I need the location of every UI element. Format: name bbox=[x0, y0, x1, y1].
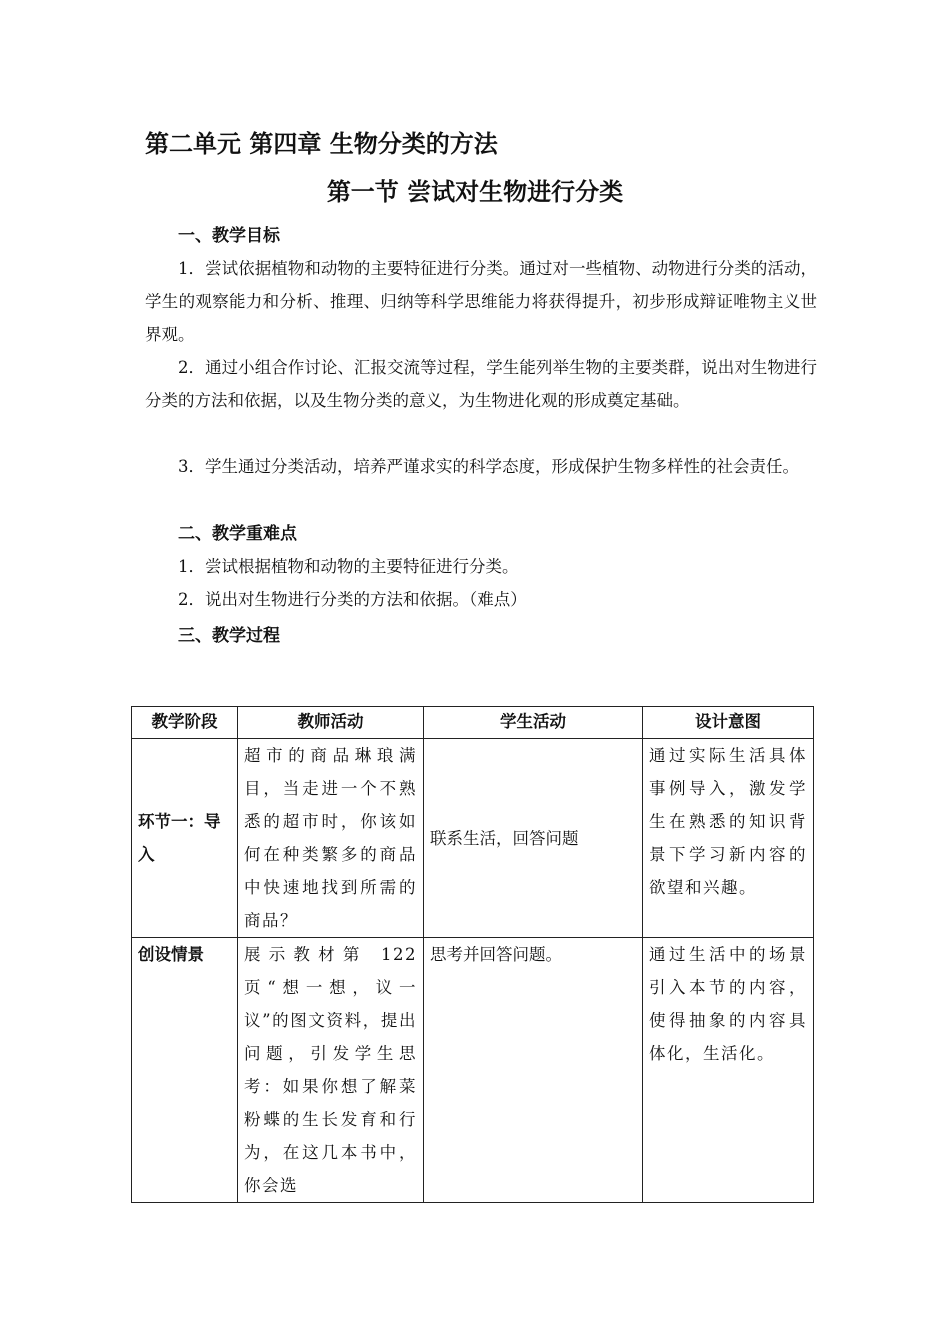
table-row bbox=[132, 938, 814, 1203]
key-points-heading: 二、教学重难点 bbox=[178, 524, 297, 544]
teacher-activity-cell: 展示教材第 122 页“想一想，议一议”的图文资料，提出问题，引发学生思考：如果你想了解菜粉蝶的生长发育和行为，在这几本书中，你会选 bbox=[238, 938, 424, 1203]
key-point-item: 1．尝试根据植物和动物的主要特征进行分类。 bbox=[178, 557, 519, 576]
column-header: 设计意图 bbox=[643, 707, 814, 739]
student-activity-cell: 联系生活，回答问题 bbox=[424, 739, 643, 938]
teaching-process-table bbox=[131, 706, 814, 1203]
objective-item: 3．学生通过分类活动，培养严谨求实的科学态度，形成保护生物多样性的社会责任。 bbox=[178, 457, 799, 476]
unit-title: 第二单元 第四章 生物分类的方法 bbox=[145, 130, 498, 158]
table-header-row bbox=[132, 707, 814, 739]
section-title: 第一节 尝试对生物进行分类 bbox=[326, 178, 624, 206]
teacher-activity-cell: 超市的商品琳琅满目，当走进一个不熟悉的超市时，你该如何在种类繁多的商品中快速地找到所需的商品？ bbox=[238, 739, 424, 938]
table-row bbox=[132, 739, 814, 938]
key-point-item: 2．说出对生物进行分类的方法和依据。（难点） bbox=[178, 590, 527, 609]
student-activity-cell: 思考并回答问题。 bbox=[424, 938, 643, 1203]
stage-cell: 环节一：导入 bbox=[132, 739, 238, 938]
design-intent-cell: 通过生活中的场景引入本节的内容，使得抽象的内容具体化，生活化。 bbox=[643, 938, 814, 1203]
column-header: 教学阶段 bbox=[132, 707, 238, 739]
objective-item: 2．通过小组合作讨论、汇报交流等过程，学生能列举生物的主要类群，说出对生物进行分类的方法和依据，以及生物分类的意义，为生物进化观的形成奠定基础。 bbox=[145, 358, 817, 410]
column-header: 教师活动 bbox=[238, 707, 424, 739]
process-heading: 三、教学过程 bbox=[178, 626, 280, 646]
column-header: 学生活动 bbox=[424, 707, 643, 739]
objectives-heading: 一、教学目标 bbox=[178, 226, 280, 246]
stage-cell: 创设情景 bbox=[132, 938, 238, 1203]
objective-item: 1．尝试依据植物和动物的主要特征进行分类。通过对一些植物、动物进行分类的活动，学生的观察能力和分析、推理、归纳等科学思维能力将获得提升，初步形成辩证唯物主义世界观。 bbox=[145, 259, 817, 344]
design-intent-cell: 通过实际生活具体事例导入，激发学生在熟悉的知识背景下学习新内容的欲望和兴趣。 bbox=[643, 739, 814, 938]
